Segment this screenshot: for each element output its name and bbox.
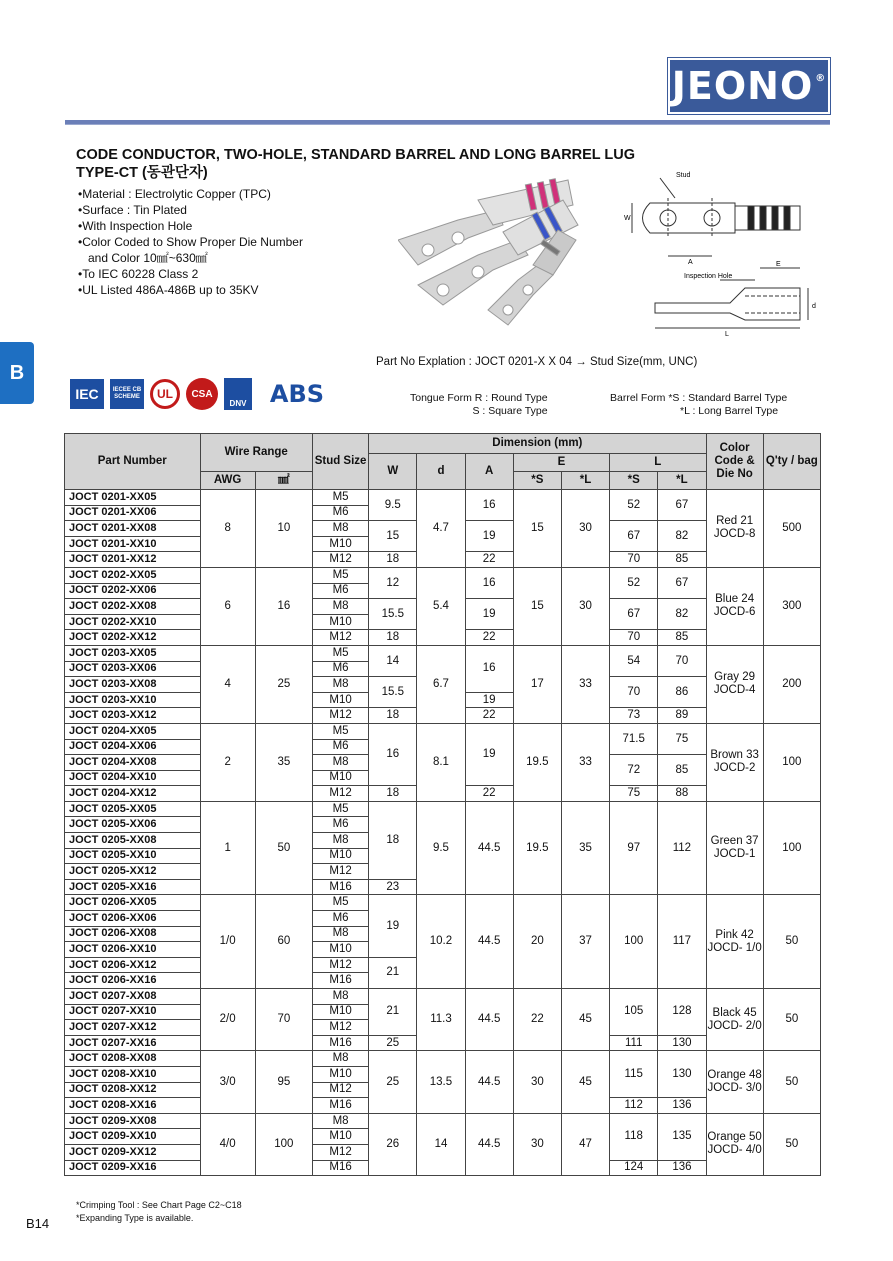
stud-cell: M12 (312, 864, 368, 880)
stud-cell: M8 (312, 833, 368, 849)
table-row (65, 895, 821, 911)
awg-cell: 2 (200, 723, 255, 801)
l-s-cell: 70 (610, 630, 658, 646)
part-number-cell: JOCT 0205-XX12 (65, 864, 201, 880)
stud-cell: M8 (312, 677, 368, 693)
part-number-cell: JOCT 0205-XX06 (65, 817, 201, 833)
e-s-cell: 30 (513, 1113, 561, 1175)
table-row (65, 723, 821, 739)
qty-cell: 200 (763, 645, 820, 723)
w-cell: 25 (369, 1035, 417, 1051)
part-number-cell: JOCT 0203-XX10 (65, 692, 201, 708)
label-e: E (776, 261, 781, 268)
part-number-cell: JOCT 0205-XX10 (65, 848, 201, 864)
l-s-cell: 118 (610, 1113, 658, 1160)
dnv-logo: DNV (224, 378, 252, 410)
w-cell: 18 (369, 552, 417, 568)
qty-cell: 50 (763, 1113, 820, 1175)
stud-cell: M10 (312, 1004, 368, 1020)
iecee-logo: IECEE CB SCHEME (110, 379, 144, 409)
part-number-cell: JOCT 0207-XX08 (65, 989, 201, 1005)
w-cell: 18 (369, 801, 417, 879)
w-cell: 16 (369, 723, 417, 785)
l-l-cell: 130 (658, 1035, 706, 1051)
table-row (65, 490, 821, 506)
w-cell: 21 (369, 957, 417, 988)
header-l: L (610, 454, 706, 472)
feature-list (78, 186, 303, 298)
mm2-cell: 50 (255, 801, 312, 895)
l-l-cell: 67 (658, 567, 706, 598)
header-mm2: ㎟ (255, 472, 312, 490)
feature-item: • Surface : Tin Plated (78, 202, 303, 218)
w-cell: 18 (369, 630, 417, 646)
a-cell: 22 (465, 786, 513, 802)
a-cell: 19 (465, 599, 513, 630)
l-s-cell: 112 (610, 1098, 658, 1114)
l-l-cell: 117 (658, 895, 706, 989)
stud-cell: M10 (312, 942, 368, 958)
part-number-cell: JOCT 0204-XX12 (65, 786, 201, 802)
mm2-cell: 16 (255, 567, 312, 645)
a-cell: 44.5 (465, 1051, 513, 1113)
awg-cell: 1 (200, 801, 255, 895)
table-row (65, 1051, 821, 1067)
e-s-cell: 22 (513, 989, 561, 1051)
e-l-cell: 30 (561, 490, 609, 568)
e-s-cell: 15 (513, 567, 561, 645)
footnotes: *Crimping Tool : See Chart Page C2~C18 *Expanding Type is available. (76, 1200, 242, 1223)
header-awg: AWG (200, 472, 255, 490)
color-code-cell: Red 21 JOCD-8 (706, 490, 763, 568)
stud-cell: M12 (312, 708, 368, 724)
l-l-cell: 112 (658, 801, 706, 895)
specification-table (64, 433, 821, 1176)
a-cell: 44.5 (465, 989, 513, 1051)
d-cell: 11.3 (417, 989, 465, 1051)
a-cell: 22 (465, 552, 513, 568)
qty-cell: 100 (763, 723, 820, 801)
d-cell: 10.2 (417, 895, 465, 989)
l-s-cell: 105 (610, 989, 658, 1036)
a-cell: 44.5 (465, 801, 513, 895)
part-number-cell: JOCT 0206-XX16 (65, 973, 201, 989)
d-cell: 8.1 (417, 723, 465, 801)
feature-item: • UL Listed 486A-486B up to 35KV (78, 282, 303, 298)
stud-cell: M8 (312, 926, 368, 942)
l-l-cell: 89 (658, 708, 706, 724)
part-number-cell: JOCT 0206-XX05 (65, 895, 201, 911)
feature-item: • Material : Electrolytic Copper (TPC) (78, 186, 303, 202)
label-a: A (688, 259, 693, 266)
header-e: E (513, 454, 609, 472)
awg-cell: 6 (200, 567, 255, 645)
stud-cell: M16 (312, 1160, 368, 1176)
header-color-code: Color Code & Die No (706, 434, 763, 490)
l-s-cell: 124 (610, 1160, 658, 1176)
header-l-s: *S (610, 472, 658, 490)
l-s-cell: 52 (610, 490, 658, 521)
part-number-cell: JOCT 0206-XX06 (65, 911, 201, 927)
barrel-form-note: Barrel Form *S : Standard Barrel Type *L : Long Barrel Type (610, 392, 788, 417)
stud-cell: M12 (312, 786, 368, 802)
csa-logo: CSA (186, 378, 218, 410)
l-s-cell: 70 (610, 677, 658, 708)
part-number-cell: JOCT 0201-XX12 (65, 552, 201, 568)
technical-drawing (620, 168, 830, 338)
table-row (65, 801, 821, 817)
a-cell: 44.5 (465, 1113, 513, 1175)
part-number-cell: JOCT 0202-XX06 (65, 583, 201, 599)
l-l-cell: 88 (658, 786, 706, 802)
header-part-number: Part Number (65, 434, 201, 490)
stud-cell: M6 (312, 661, 368, 677)
stud-cell: M10 (312, 1066, 368, 1082)
l-l-cell: 67 (658, 490, 706, 521)
header-rule-thin (65, 124, 830, 125)
part-number-cell: JOCT 0201-XX08 (65, 521, 201, 537)
w-cell: 23 (369, 879, 417, 895)
d-cell: 13.5 (417, 1051, 465, 1113)
label-d: d (812, 303, 816, 310)
qty-cell: 300 (763, 567, 820, 645)
part-number-cell: JOCT 0207-XX16 (65, 1035, 201, 1051)
l-s-cell: 72 (610, 755, 658, 786)
l-l-cell: 136 (658, 1160, 706, 1176)
e-s-cell: 19.5 (513, 801, 561, 895)
part-number-cell: JOCT 0209-XX08 (65, 1113, 201, 1129)
e-l-cell: 33 (561, 645, 609, 723)
w-cell: 25 (369, 1051, 417, 1113)
stud-cell: M16 (312, 973, 368, 989)
part-number-cell: JOCT 0202-XX05 (65, 567, 201, 583)
qty-cell: 50 (763, 989, 820, 1051)
l-l-cell: 135 (658, 1113, 706, 1160)
part-number-cell: JOCT 0202-XX10 (65, 614, 201, 630)
d-cell: 5.4 (417, 567, 465, 645)
w-cell: 18 (369, 786, 417, 802)
stud-cell: M10 (312, 1129, 368, 1145)
l-l-cell: 85 (658, 755, 706, 786)
l-s-cell: 111 (610, 1035, 658, 1051)
a-cell: 22 (465, 708, 513, 724)
stud-cell: M8 (312, 989, 368, 1005)
part-number-cell: JOCT 0201-XX06 (65, 505, 201, 521)
stud-cell: M6 (312, 817, 368, 833)
part-number-cell: JOCT 0205-XX08 (65, 833, 201, 849)
l-l-cell: 136 (658, 1098, 706, 1114)
l-s-cell: 75 (610, 786, 658, 802)
mm2-cell: 70 (255, 989, 312, 1051)
part-number-cell: JOCT 0205-XX05 (65, 801, 201, 817)
w-cell: 19 (369, 895, 417, 957)
color-code-cell: Black 45 JOCD- 2/0 (706, 989, 763, 1051)
l-s-cell: 52 (610, 567, 658, 598)
stud-cell: M6 (312, 739, 368, 755)
stud-cell: M10 (312, 848, 368, 864)
stud-cell: M12 (312, 552, 368, 568)
part-number-cell: JOCT 0206-XX08 (65, 926, 201, 942)
page-number: B14 (26, 1216, 50, 1231)
stud-cell: M8 (312, 1051, 368, 1067)
e-l-cell: 35 (561, 801, 609, 895)
product-photo (398, 170, 598, 330)
iec-logo: IEC (70, 379, 104, 409)
d-cell: 9.5 (417, 801, 465, 895)
feature-item: • With Inspection Hole (78, 218, 303, 234)
part-number-cell: JOCT 0207-XX10 (65, 1004, 201, 1020)
header-d: d (417, 454, 465, 490)
stud-cell: M5 (312, 645, 368, 661)
qty-cell: 50 (763, 1051, 820, 1113)
stud-cell: M5 (312, 801, 368, 817)
stud-cell: M6 (312, 911, 368, 927)
l-s-cell: 100 (610, 895, 658, 989)
color-code-cell: Blue 24 JOCD-6 (706, 567, 763, 645)
table-body (65, 490, 821, 1176)
header-stud-size: Stud Size (312, 434, 368, 490)
color-code-cell: Pink 42 JOCD- 1/0 (706, 895, 763, 989)
w-cell: 12 (369, 567, 417, 598)
l-l-cell: 70 (658, 645, 706, 676)
stud-cell: M6 (312, 583, 368, 599)
mm2-cell: 35 (255, 723, 312, 801)
part-number-cell: JOCT 0203-XX06 (65, 661, 201, 677)
l-l-cell: 85 (658, 630, 706, 646)
a-cell: 19 (465, 521, 513, 552)
label-inspection-hole: Inspection Hole (684, 273, 733, 280)
w-cell: 15.5 (369, 677, 417, 708)
a-cell: 16 (465, 645, 513, 692)
stud-cell: M6 (312, 505, 368, 521)
header-dimension: Dimension (mm) (369, 434, 706, 454)
w-cell: 18 (369, 708, 417, 724)
l-s-cell: 71.5 (610, 723, 658, 754)
e-s-cell: 17 (513, 645, 561, 723)
e-l-cell: 47 (561, 1113, 609, 1175)
a-cell: 19 (465, 692, 513, 708)
e-s-cell: 15 (513, 490, 561, 568)
stud-cell: M10 (312, 614, 368, 630)
part-number-cell: JOCT 0205-XX16 (65, 879, 201, 895)
color-code-cell: Green 37 JOCD-1 (706, 801, 763, 895)
awg-cell: 1/0 (200, 895, 255, 989)
e-s-cell: 19.5 (513, 723, 561, 801)
part-number-cell: JOCT 0203-XX05 (65, 645, 201, 661)
part-number-cell: JOCT 0208-XX08 (65, 1051, 201, 1067)
l-s-cell: 67 (610, 521, 658, 552)
color-code-cell: Orange 48 JOCD- 3/0 (706, 1051, 763, 1113)
title-line-1: CODE CONDUCTOR, TWO-HOLE, STANDARD BARREL AND LONG BARREL LUG (76, 147, 636, 163)
header-l-l: *L (658, 472, 706, 490)
part-number-cell: JOCT 0208-XX10 (65, 1066, 201, 1082)
w-cell: 15 (369, 521, 417, 552)
mm2-cell: 10 (255, 490, 312, 568)
w-cell: 15.5 (369, 599, 417, 630)
d-cell: 6.7 (417, 645, 465, 723)
w-cell: 21 (369, 989, 417, 1036)
d-cell: 4.7 (417, 490, 465, 568)
qty-cell: 100 (763, 801, 820, 895)
awg-cell: 8 (200, 490, 255, 568)
a-cell: 16 (465, 567, 513, 598)
l-l-cell: 75 (658, 723, 706, 754)
stud-cell: M12 (312, 957, 368, 973)
feature-item-continued: and Color 10㎟~630㎟ (88, 251, 208, 265)
part-number-cell: JOCT 0209-XX10 (65, 1129, 201, 1145)
part-number-cell: JOCT 0203-XX12 (65, 708, 201, 724)
l-l-cell: 86 (658, 677, 706, 708)
stud-cell: M5 (312, 567, 368, 583)
header-a: A (465, 454, 513, 490)
stud-cell: M12 (312, 1082, 368, 1098)
awg-cell: 3/0 (200, 1051, 255, 1113)
part-number-cell: JOCT 0208-XX16 (65, 1098, 201, 1114)
label-l: L (725, 331, 729, 338)
l-s-cell: 67 (610, 599, 658, 630)
part-number-cell: JOCT 0201-XX10 (65, 536, 201, 552)
table-row (65, 645, 821, 661)
qty-cell: 500 (763, 490, 820, 568)
color-code-cell: Brown 33 JOCD-2 (706, 723, 763, 801)
table-row (65, 989, 821, 1005)
stud-cell: M8 (312, 599, 368, 615)
d-cell: 14 (417, 1113, 465, 1175)
section-tab[interactable]: B (0, 342, 34, 404)
e-l-cell: 45 (561, 989, 609, 1051)
stud-cell: M5 (312, 895, 368, 911)
l-l-cell: 82 (658, 599, 706, 630)
abs-logo: ABS (269, 380, 325, 408)
color-code-cell: Gray 29 JOCD-4 (706, 645, 763, 723)
feature-item: • To IEC 60228 Class 2 (78, 266, 303, 282)
mm2-cell: 60 (255, 895, 312, 989)
table-row (65, 1113, 821, 1129)
stud-cell: M8 (312, 755, 368, 771)
a-cell: 44.5 (465, 895, 513, 989)
e-l-cell: 30 (561, 567, 609, 645)
e-s-cell: 30 (513, 1051, 561, 1113)
l-s-cell: 70 (610, 552, 658, 568)
part-number-cell: JOCT 0204-XX05 (65, 723, 201, 739)
e-l-cell: 37 (561, 895, 609, 989)
part-number-cell: JOCT 0207-XX12 (65, 1020, 201, 1036)
color-code-cell: Orange 50 JOCD- 4/0 (706, 1113, 763, 1175)
label-stud: Stud (676, 172, 691, 179)
w-cell: 9.5 (369, 490, 417, 521)
header-qty: Q'ty / bag (763, 434, 820, 490)
l-l-cell: 82 (658, 521, 706, 552)
stud-cell: M10 (312, 536, 368, 552)
ul-logo: UL (150, 379, 180, 409)
awg-cell: 4 (200, 645, 255, 723)
l-l-cell: 130 (658, 1051, 706, 1098)
e-s-cell: 20 (513, 895, 561, 989)
table-row (65, 567, 821, 583)
stud-cell: M12 (312, 1144, 368, 1160)
w-cell: 14 (369, 645, 417, 676)
part-number-cell: JOCT 0206-XX10 (65, 942, 201, 958)
l-s-cell: 73 (610, 708, 658, 724)
header-w: W (369, 454, 417, 490)
stud-cell: M16 (312, 1098, 368, 1114)
part-number-cell: JOCT 0202-XX12 (65, 630, 201, 646)
label-w: W (624, 215, 631, 222)
stud-cell: M8 (312, 1113, 368, 1129)
feature-item: • Color Coded to Show Proper Die Number (78, 234, 303, 250)
w-cell: 26 (369, 1113, 417, 1175)
part-number-cell: JOCT 0204-XX10 (65, 770, 201, 786)
mm2-cell: 25 (255, 645, 312, 723)
a-cell: 16 (465, 490, 513, 521)
part-number-cell: JOCT 0206-XX12 (65, 957, 201, 973)
stud-cell: M16 (312, 1035, 368, 1051)
header-wire-range: Wire Range (200, 434, 312, 472)
part-number-cell: JOCT 0203-XX08 (65, 677, 201, 693)
stud-cell: M12 (312, 630, 368, 646)
part-number-cell: JOCT 0204-XX06 (65, 739, 201, 755)
header-e-s: *S (513, 472, 561, 490)
part-number-cell: JOCT 0202-XX08 (65, 599, 201, 615)
e-l-cell: 33 (561, 723, 609, 801)
l-s-cell: 54 (610, 645, 658, 676)
stud-cell: M5 (312, 490, 368, 506)
header-e-l: *L (561, 472, 609, 490)
part-number-explanation: Part No Explation : JOCT 0201-X X 04 → Stud Size(mm, UNC) (376, 356, 698, 368)
stud-cell: M5 (312, 723, 368, 739)
part-number-cell: JOCT 0201-XX05 (65, 490, 201, 506)
stud-cell: M8 (312, 521, 368, 537)
part-number-cell: JOCT 0209-XX16 (65, 1160, 201, 1176)
certification-logos (70, 378, 336, 410)
part-number-cell: JOCT 0208-XX12 (65, 1082, 201, 1098)
e-l-cell: 45 (561, 1051, 609, 1113)
part-number-cell: JOCT 0204-XX08 (65, 755, 201, 771)
mm2-cell: 95 (255, 1051, 312, 1113)
title-line-2: TYPE-CT (동관단자) (76, 165, 208, 181)
brand-logo: JEONO ® (668, 58, 830, 114)
stud-cell: M16 (312, 879, 368, 895)
stud-cell: M12 (312, 1020, 368, 1036)
l-l-cell: 128 (658, 989, 706, 1036)
tongue-form-note: Tongue Form R : Round Type S : Square Type (410, 392, 548, 417)
l-s-cell: 97 (610, 801, 658, 895)
mm2-cell: 100 (255, 1113, 312, 1175)
l-l-cell: 85 (658, 552, 706, 568)
part-number-cell: JOCT 0209-XX12 (65, 1144, 201, 1160)
a-cell: 22 (465, 630, 513, 646)
stud-cell: M10 (312, 692, 368, 708)
awg-cell: 2/0 (200, 989, 255, 1051)
qty-cell: 50 (763, 895, 820, 989)
stud-cell: M10 (312, 770, 368, 786)
a-cell: 19 (465, 723, 513, 785)
awg-cell: 4/0 (200, 1113, 255, 1175)
l-s-cell: 115 (610, 1051, 658, 1098)
